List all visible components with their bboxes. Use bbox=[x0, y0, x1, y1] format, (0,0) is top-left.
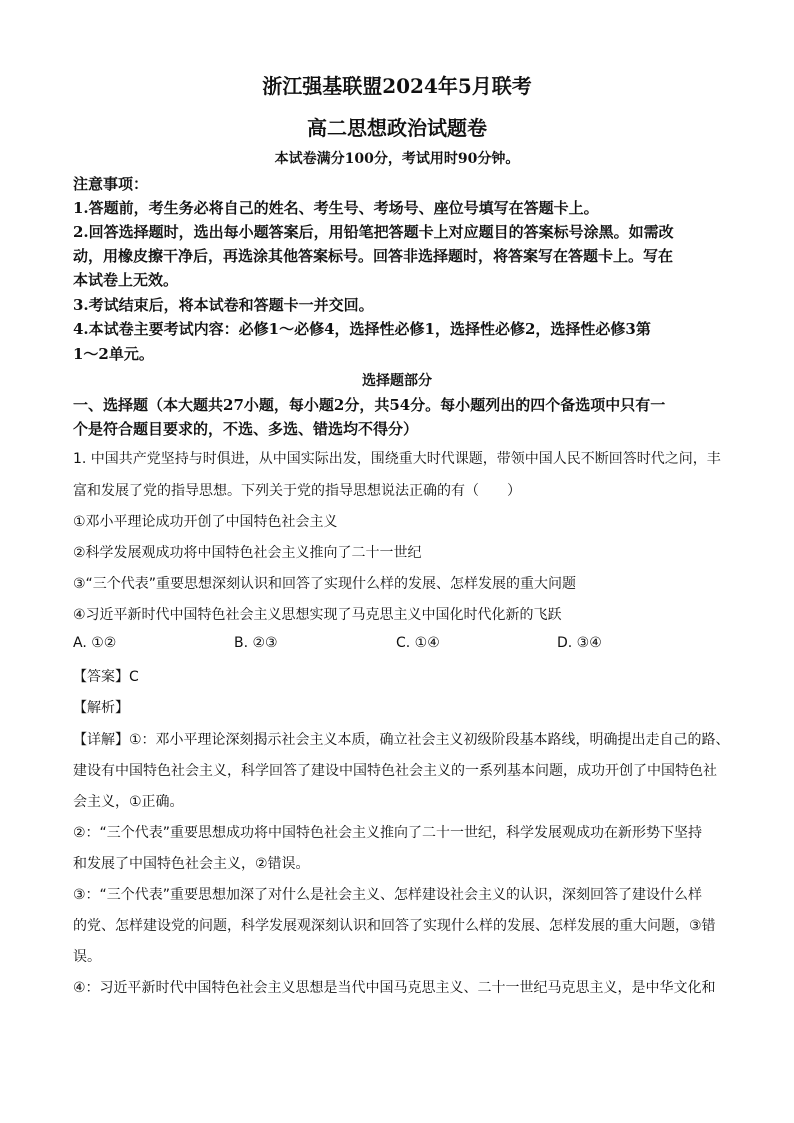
answer-label: 【答案】C bbox=[73, 669, 139, 685]
note-line: 动，用橡皮擦干净后，再选涂其他答案标号。回答非选择题时，将答案写在答题卡上。写在 bbox=[73, 247, 674, 265]
analysis-line: 建设有中国特色社会主义，科学回答了建设中国特色社会主义的一系列基本问题，成功开创了中国特色社 bbox=[73, 763, 717, 779]
analysis-line: 的党、怎样建设党的问题，科学发展观深刻认识和回答了实现什么样的发展、怎样发展的重大问题，③错 bbox=[73, 918, 716, 934]
analysis-line: 误。 bbox=[73, 949, 101, 965]
note-line: 1.答题前，考生务必将自己的姓名、考生号、考场号、座位号填写在答题卡上。 bbox=[73, 199, 599, 217]
analysis-label: 【解析】 bbox=[73, 700, 129, 716]
option-c: C. ①④ bbox=[396, 635, 440, 651]
statement: ③“三个代表”重要思想深刻认识和回答了实现什么样的发展、怎样发展的重大问题 bbox=[73, 576, 577, 592]
statement: ④习近平新时代中国特色社会主义思想实现了马克思主义中国化时代化新的飞跃 bbox=[73, 607, 562, 623]
section-title: 选择题部分 bbox=[362, 373, 432, 389]
note-line: 3.考试结束后，将本试卷和答题卡一并交回。 bbox=[73, 296, 374, 314]
exam-subtitle: 高二思想政治试题卷 bbox=[307, 116, 487, 140]
note-line: 本试卷上无效。 bbox=[73, 271, 179, 289]
option-d: D. ③④ bbox=[557, 635, 602, 651]
exam-info: 本试卷满分100分，考试用时90分钟。 bbox=[274, 151, 520, 167]
analysis-line: 会主义，①正确。 bbox=[73, 794, 184, 810]
question-stem: 1. 中国共产党坚持与时俱进，从中国实际出发，围绕重大时代课题，带领中国人民不断回答时代之问，丰 bbox=[73, 451, 721, 467]
note-line: 2.回答选择题时，选出每小题答案后，用铅笔把答题卡上对应题目的答案标号涂黑。如需改 bbox=[73, 223, 674, 241]
statement: ①邓小平理论成功开创了中国特色社会主义 bbox=[73, 514, 338, 530]
note-line: 4.本试卷主要考试内容：必修1～必修4，选择性必修1，选择性必修2，选择性必修3第 bbox=[73, 320, 651, 338]
analysis-line: 和发展了中国特色社会主义，②错误。 bbox=[73, 856, 310, 872]
analysis-line: ④：习近平新时代中国特色社会主义思想是当代中国马克思主义、二十一世纪马克思主义，是中华文化和 bbox=[73, 980, 716, 996]
exam-title: 浙江强基联盟2024年5月联考 bbox=[262, 74, 532, 98]
section-heading: 个是符合题目要求的，不选、多选、错选均不得分） bbox=[73, 420, 419, 438]
option-a: A. ①② bbox=[73, 635, 117, 651]
note-line: 1～2单元。 bbox=[73, 345, 154, 363]
section-heading: 一、选择题（本大题共27小题，每小题2分，共54分。每小题列出的四个备选项中只有一 bbox=[73, 396, 666, 414]
option-b: B. ②③ bbox=[234, 635, 278, 651]
analysis-line: ②：“三个代表”重要思想成功将中国特色社会主义推向了二十一世纪，科学发展观成功在新形势下坚持 bbox=[73, 825, 703, 841]
analysis-line: ③：“三个代表”重要思想加深了对什么是社会主义、怎样建设社会主义的认识，深刻回答了建设什么样 bbox=[73, 887, 703, 903]
statement: ②科学发展观成功将中国特色社会主义推向了二十一世纪 bbox=[73, 545, 422, 561]
analysis-line: 【详解】①：邓小平理论深刻揭示社会主义本质，确立社会主义初级阶段基本路线，明确提出走自己的路、 bbox=[73, 732, 730, 748]
notes-heading: 注意事项： bbox=[73, 175, 149, 193]
question-stem: 富和发展了党的指导思想。下列关于党的指导思想说法正确的有（ ） bbox=[73, 483, 521, 499]
